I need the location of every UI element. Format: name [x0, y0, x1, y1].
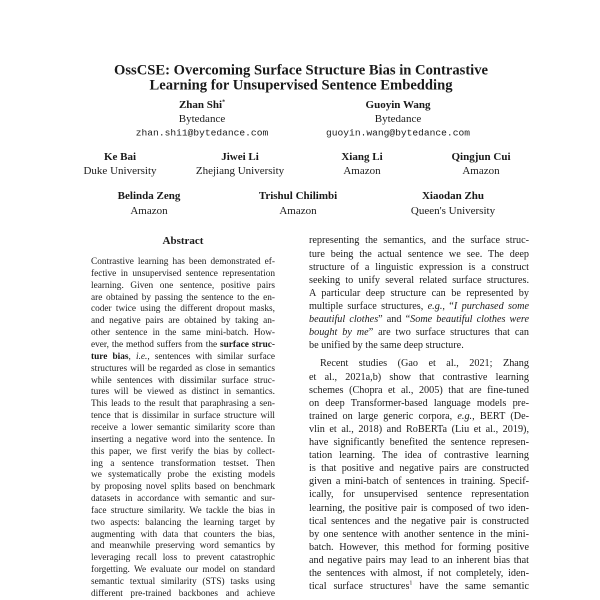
text-line: tical sentences and the negative pair is constructed — [309, 515, 529, 527]
text-line: learning. Given one sentence, positive pairs — [91, 280, 275, 291]
text-line: leveraging recall loss to prevent catastrophic — [91, 553, 275, 564]
text-line: learning, the positive pair is composed of two iden- — [309, 502, 529, 514]
text-span: beautiful clothes — [309, 314, 379, 326]
text-span: , “ — [442, 300, 454, 312]
author-affiliation: Amazon — [343, 165, 381, 177]
text-span: i.e. — [135, 351, 148, 362]
text-line: different pre-trained backbones and achieve — [91, 588, 275, 599]
text-span: ” are two surface structures that can — [368, 327, 530, 339]
text-line: fective in unsupervised sentence representation — [91, 268, 275, 279]
text-line — [91, 352, 275, 364]
text-line: Contrastive learning has been demonstrated ef- — [91, 257, 275, 268]
text-line: seeking to unify several related surface structures. — [309, 274, 529, 286]
text-span: , sentences with similar surface — [147, 351, 276, 362]
text-line: the sentences with almost, if not completely, iden- — [309, 568, 529, 580]
text-line: representing the semantics, and the surface struc- — [309, 235, 529, 247]
text-line: while sentences with dissimilar surface struc- — [91, 375, 275, 386]
text-span: surface struc- — [219, 340, 275, 351]
text-line: is that positive and negative pairs are constructed — [309, 463, 529, 475]
author-affiliation: Bytedance — [178, 113, 226, 125]
text-line: tation learning. The idea of contrastive learning — [309, 450, 529, 462]
author-name: Zhan Shi* — [178, 99, 226, 111]
text-span: , — [128, 351, 136, 362]
text-span: e.g. — [457, 410, 473, 422]
paper-title-line-1: OssCSE: Overcoming Surface Structure Bias in Contrastive — [113, 62, 489, 79]
text-span: ever, the method suffers from the — [91, 340, 220, 351]
abstract-heading: Abstract — [162, 235, 204, 247]
text-line: datasets in accordance with semantic and sur- — [91, 494, 275, 505]
text-line: forgetting. We evaluate our model on standard — [91, 565, 275, 576]
text-line: structure of a linguistic expression is a construct — [309, 261, 529, 273]
text-line: A particular deep structure can be represented by — [309, 287, 529, 299]
author-affiliation: Amazon — [462, 165, 500, 177]
footnote-marker[interactable]: 1 — [409, 580, 413, 587]
text-span: ture bias — [91, 351, 129, 362]
author-affiliation: Bytedance — [374, 113, 422, 125]
text-line: Recent studies (Gao et al., 2021; Zhang — [320, 358, 529, 370]
text-line — [309, 313, 529, 326]
paper-title-line-2: Learning for Unsupervised Sentence Embedding — [149, 77, 453, 94]
text-line: have significantly benefited the sentence represen- — [309, 437, 529, 449]
text-line: are obtained by passing the sentence to the en- — [91, 292, 275, 303]
text-line: this paper, we first verify the bias by collect- — [91, 446, 275, 457]
text-line: schemes (Chopra et al., 2005) that are fine-tuned — [309, 384, 529, 396]
author-name: Qingjun Cui — [451, 151, 511, 163]
text-line — [309, 580, 529, 593]
text-line: batch. However, this method for forming positive — [309, 541, 529, 553]
text-span: tical surface structures — [309, 581, 410, 593]
text-line: ing a sentence transformation testset. Then — [91, 458, 275, 469]
text-line: and negative pairs are obtained by taking an- — [91, 316, 275, 327]
text-span: have the same semantic — [412, 581, 529, 593]
text-span: ” and “ — [378, 314, 411, 326]
author-email: zhan.shi1@bytedance.com — [135, 127, 269, 139]
text-line: structures will be regarded as close in semantics — [91, 363, 275, 374]
text-span: bought by me — [309, 327, 369, 339]
author-affiliation: Amazon — [279, 205, 317, 217]
text-span: , BERT (De- — [472, 410, 530, 422]
author-affiliation: Zhejiang University — [195, 165, 285, 177]
text-line: coder twice using the different dropout masks, — [91, 304, 275, 315]
text-line — [91, 340, 275, 352]
text-line — [309, 326, 529, 339]
author-email: guoyin.wang@bytedance.com — [326, 127, 470, 139]
text-line: on deep Transformer-based language models pre- — [309, 397, 529, 409]
text-line: by one sentence with another sentence in the mini- — [309, 528, 529, 540]
text-line: semantic textual similarity (STS) tasks using — [91, 577, 275, 588]
text-line: ically, for unsupervised sentence representation — [309, 489, 529, 501]
text-line: and negative pairs may lead to an inherent bias that — [309, 554, 529, 566]
text-line: inserting a negative word into the sentence. In — [91, 434, 275, 445]
text-line: et al., 2021a,b) show that contrastive learning — [309, 371, 529, 383]
text-line: This leads to the result that paraphrasing a sen- — [91, 399, 275, 410]
author-affiliation: Queen's University — [410, 205, 496, 217]
text-line: augmenting with data that counters the bias, — [91, 529, 275, 540]
text-line — [309, 300, 529, 313]
text-span: e.g. — [427, 300, 443, 312]
text-line: receive a lower semantic similarity score than — [91, 422, 275, 433]
author-name: Guoyin Wang — [365, 99, 431, 111]
text-line: tence that is dissimilar in surface structure will — [91, 411, 275, 422]
author-affiliation: Amazon — [130, 205, 168, 217]
author-name: Trishul Chilimbi — [258, 190, 338, 202]
text-line: two aspects: balancing the learning target by — [91, 517, 275, 528]
author-name: Xiang Li — [341, 151, 383, 163]
text-span: trained on large generic corpora, — [309, 410, 458, 422]
text-line: by proposing novel splits based on benchmark — [91, 482, 275, 493]
author-name: Belinda Zeng — [117, 190, 181, 202]
text-line — [309, 410, 529, 423]
text-span: multiple surface structures, — [309, 300, 428, 312]
author-name: Ke Bai — [103, 151, 137, 163]
text-line: ture being the actual sentence we see. The deep — [309, 248, 529, 260]
text-line: face structure similarity. We tackle the bias in — [91, 505, 275, 516]
author-name: Jiwei Li — [221, 151, 259, 163]
text-line: given a mini-batch of sentences in training. Specif- — [309, 476, 529, 488]
text-span: Some beautiful clothes were — [410, 314, 529, 326]
text-line: be unified by the same deep structure. — [309, 340, 464, 352]
text-span: I purchased some — [453, 300, 529, 312]
text-line: other sentence in the same mini-batch. How- — [91, 328, 275, 339]
text-line: vlin et al., 2018) and RoBERTa (Liu et al., 2019), — [309, 423, 529, 435]
author-name: Xiaodan Zhu — [421, 190, 485, 202]
text-line: and meanwhile preserving word semantics by — [91, 541, 275, 552]
author-affiliation: Duke University — [83, 165, 157, 177]
text-line: we systematically probe the existing models — [91, 470, 275, 481]
text-line: tures will be viewed as distinct in semantics. — [91, 387, 275, 398]
